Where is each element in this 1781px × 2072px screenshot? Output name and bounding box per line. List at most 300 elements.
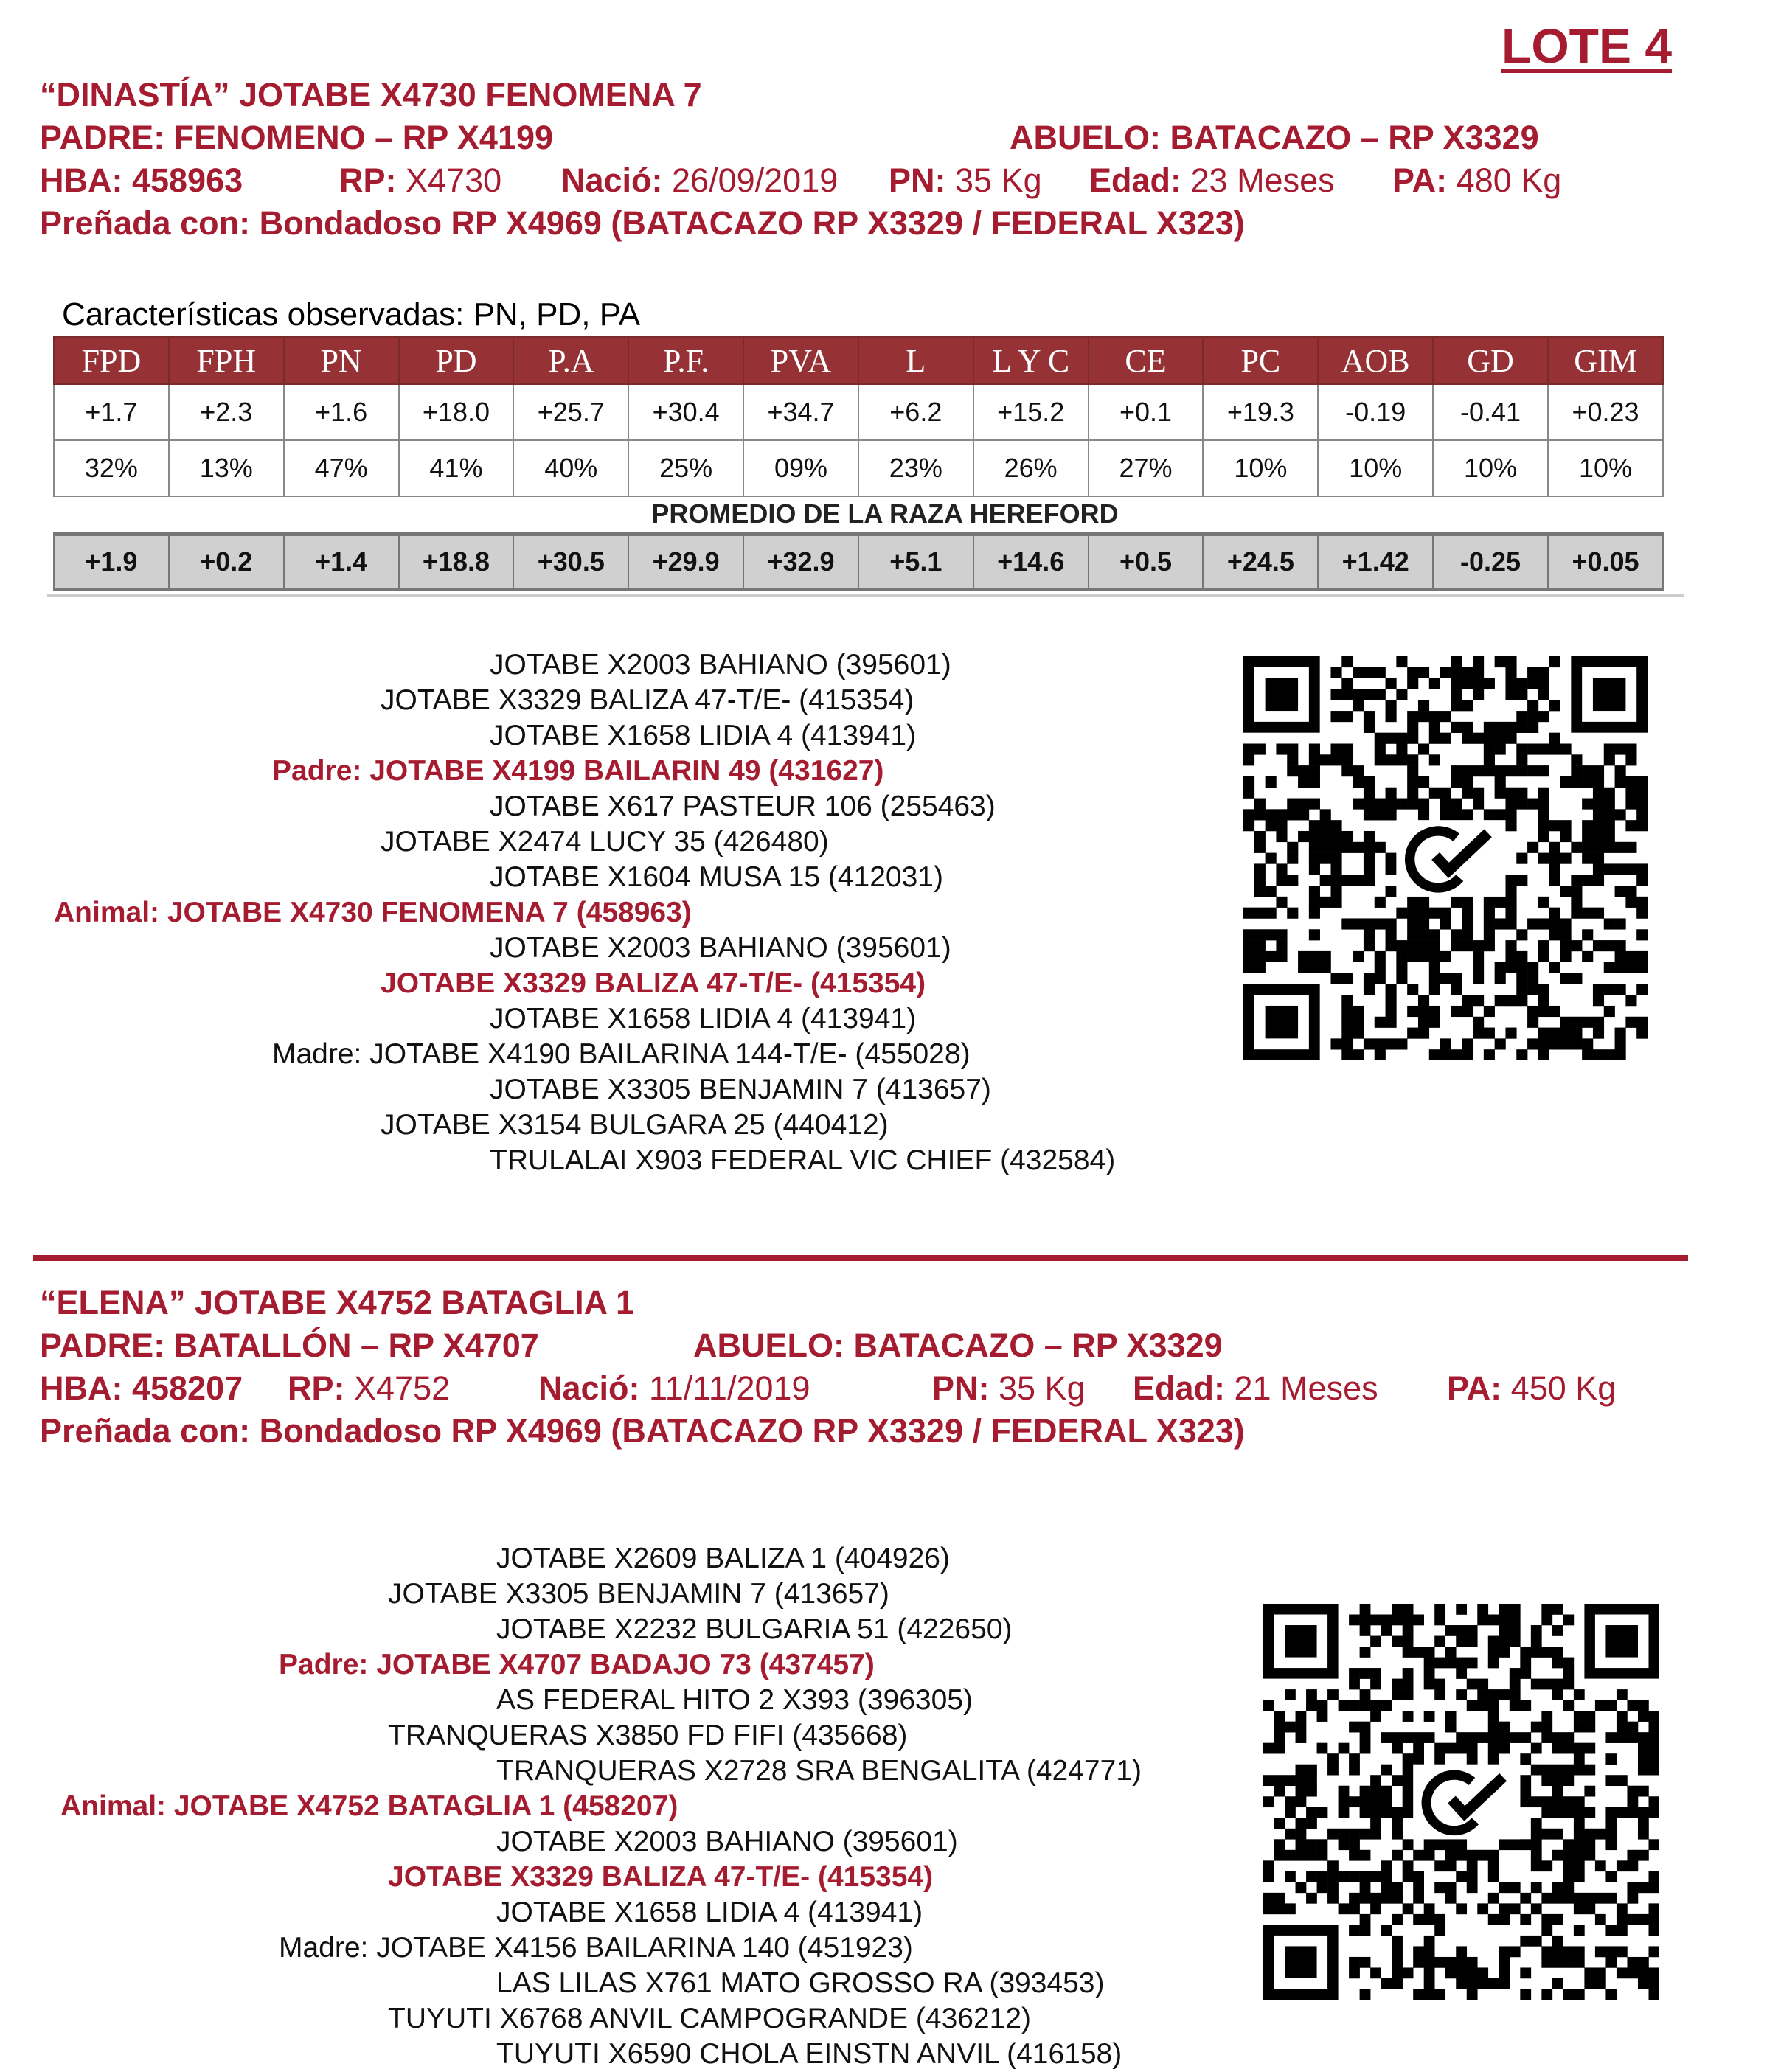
qr-module — [1434, 1882, 1445, 1893]
qr-module — [1527, 1038, 1538, 1049]
qr-module — [1582, 1017, 1593, 1028]
qr-module — [1327, 1753, 1339, 1765]
qr-module — [1467, 1850, 1478, 1861]
qr-module — [1563, 1775, 1574, 1786]
qr-module — [1484, 929, 1495, 940]
edad-value: 21 Meses — [1225, 1369, 1378, 1407]
qr-module — [1605, 1871, 1617, 1882]
qr-module — [1276, 929, 1287, 940]
qr-module — [1552, 1850, 1563, 1861]
qr-module — [1285, 1775, 1296, 1786]
qr-module — [1306, 1765, 1317, 1776]
qr-module — [1604, 809, 1615, 820]
qr-module — [1604, 863, 1615, 875]
qr-module — [1604, 743, 1615, 754]
qr-module — [1582, 776, 1593, 788]
qr-module — [1274, 1732, 1285, 1743]
qr-module — [1370, 1668, 1381, 1679]
qr-module — [1473, 689, 1484, 700]
breed-average-cell: +32.9 — [743, 535, 858, 590]
qr-module — [1510, 1668, 1521, 1679]
qr-module — [1309, 897, 1320, 908]
qr-module — [1403, 1839, 1414, 1850]
qr-module — [1381, 1786, 1392, 1797]
qr-module — [1327, 1893, 1339, 1904]
qr-module — [1552, 1914, 1563, 1925]
qr-module — [1584, 1839, 1595, 1850]
qr-module — [1434, 1753, 1445, 1765]
qr-module — [1451, 973, 1462, 984]
qr-code[interactable] — [1243, 656, 1648, 1060]
qr-module — [1407, 1028, 1418, 1039]
qr-module — [1341, 678, 1353, 689]
qr-module — [1636, 897, 1648, 908]
qr-module — [1418, 711, 1429, 722]
qr-module — [1636, 799, 1648, 810]
qr-module — [1467, 1636, 1478, 1647]
qr-module — [1274, 1839, 1285, 1850]
qr-module — [1477, 1615, 1488, 1626]
pedigree-entry: Madre: JOTABE X4156 BAILARINA 140 (451923) — [279, 1932, 913, 1964]
qr-module — [1330, 863, 1341, 875]
qr-module — [1531, 1625, 1542, 1636]
qr-module — [1627, 1893, 1638, 1904]
qr-module — [1370, 1893, 1381, 1904]
qr-module — [1538, 897, 1549, 908]
qr-module — [1617, 1946, 1628, 1957]
qr-module — [1364, 799, 1375, 810]
qr-module — [1520, 1839, 1531, 1850]
qr-module — [1574, 1796, 1585, 1807]
qr-module — [1499, 1946, 1510, 1957]
qr-module — [1510, 1839, 1521, 1850]
qr-module — [1520, 1796, 1531, 1807]
epd-header-cell: L Y C — [973, 337, 1089, 384]
qr-module — [1615, 842, 1626, 853]
qr-module — [1593, 984, 1604, 995]
qr-module — [1274, 1775, 1285, 1786]
qr-module — [1505, 733, 1516, 744]
qr-module — [1440, 809, 1451, 820]
qr-module — [1424, 1668, 1435, 1679]
qr-module — [1636, 776, 1648, 788]
qr-module — [1364, 689, 1375, 700]
qr-module — [1418, 776, 1429, 788]
qr-module — [1538, 1028, 1549, 1039]
qr-module — [1407, 951, 1418, 962]
qr-module — [1582, 951, 1593, 962]
qr-module — [1339, 1786, 1350, 1797]
qr-module — [1456, 1668, 1467, 1679]
qr-module — [1636, 863, 1648, 875]
qr-module — [1484, 1006, 1495, 1017]
qr-module — [1484, 743, 1495, 754]
qr-module — [1407, 722, 1418, 733]
qr-module — [1296, 1818, 1307, 1829]
qr-module — [1306, 1786, 1317, 1797]
qr-module — [1516, 743, 1527, 754]
pedigree-entry: JOTABE X3305 BENJAMIN 7 (413657) — [388, 1578, 889, 1610]
qr-module — [1413, 1732, 1424, 1743]
qr-module — [1451, 897, 1462, 908]
qr-module — [1505, 799, 1516, 810]
pedigree-entry: TUYUTI X6768 ANVIL CAMPOGRANDE (436212) — [388, 2003, 1032, 2034]
qr-module — [1330, 897, 1341, 908]
qr-module — [1392, 1615, 1403, 1626]
qr-module — [1263, 1860, 1274, 1871]
qr-module — [1407, 776, 1418, 788]
qr-module — [1263, 1871, 1274, 1882]
qr-module — [1615, 984, 1626, 995]
qr-module — [1473, 1017, 1484, 1028]
qr-module — [1381, 1807, 1392, 1818]
qr-module — [1527, 722, 1538, 733]
qr-module — [1462, 929, 1473, 940]
qr-module — [1552, 1689, 1563, 1700]
qr-module — [1296, 1882, 1307, 1893]
qr-module — [1456, 1604, 1467, 1615]
qr-module — [1531, 1636, 1542, 1647]
qr-module — [1520, 1647, 1531, 1658]
qr-module — [1360, 1989, 1371, 2000]
qr-module — [1488, 1636, 1499, 1647]
qr-module — [1574, 1850, 1585, 1861]
qr-module — [1309, 743, 1320, 754]
qr-module — [1276, 940, 1287, 951]
qr-module — [1309, 853, 1320, 864]
qr-module — [1287, 809, 1298, 820]
pedigree-entry: Padre: JOTABE X4199 BAILARIN 49 (431627) — [272, 755, 884, 787]
qr-module — [1582, 842, 1593, 853]
qr-module — [1456, 1967, 1467, 1978]
qr-module — [1593, 863, 1604, 875]
qr-module — [1375, 973, 1386, 984]
qr-module — [1499, 1978, 1510, 1989]
breed-average-cell: +1.9 — [54, 535, 169, 590]
qr-module — [1349, 1722, 1360, 1733]
qr-module — [1424, 1679, 1435, 1690]
qr-module — [1456, 1839, 1467, 1850]
qr-module — [1285, 1722, 1296, 1733]
qr-module — [1538, 951, 1549, 962]
qr-module — [1396, 656, 1407, 667]
qr-module — [1462, 940, 1473, 951]
qr-module — [1488, 1658, 1499, 1669]
qr-module — [1605, 1957, 1617, 1968]
qr-module — [1353, 765, 1364, 776]
qr-module — [1615, 940, 1626, 951]
qr-module — [1266, 809, 1277, 820]
qr-module — [1638, 1882, 1649, 1893]
qr-module — [1353, 689, 1364, 700]
qr-module — [1386, 733, 1397, 744]
qr-module — [1516, 853, 1527, 864]
qr-module — [1349, 1839, 1360, 1850]
qr-module — [1541, 1893, 1552, 1904]
qr-module — [1574, 1860, 1585, 1871]
qr-module — [1396, 733, 1407, 744]
qr-module — [1309, 908, 1320, 919]
qr-module — [1413, 1957, 1424, 1968]
qr-module — [1429, 984, 1440, 995]
qr-module — [1495, 973, 1506, 984]
qr-module — [1407, 940, 1418, 951]
qr-module — [1488, 1871, 1499, 1882]
qr-module — [1638, 1786, 1649, 1797]
qr-module — [1266, 853, 1277, 864]
qr-module — [1625, 842, 1636, 853]
nacio-field — [538, 1369, 810, 1408]
qr-module — [1615, 886, 1626, 897]
pa-value: 450 Kg — [1501, 1369, 1617, 1407]
qr-module — [1381, 1893, 1392, 1904]
qr-module — [1617, 1914, 1628, 1925]
qr-module — [1403, 1711, 1414, 1722]
qr-finder-pattern — [1266, 678, 1298, 711]
breed-average-cell: -0.25 — [1433, 535, 1548, 590]
qr-module — [1516, 678, 1527, 689]
qr-module — [1627, 1700, 1638, 1711]
qr-module — [1360, 1925, 1371, 1936]
qr-module — [1274, 1903, 1285, 1914]
qr-module — [1467, 1882, 1478, 1893]
qr-module — [1510, 1732, 1521, 1743]
qr-module — [1298, 809, 1309, 820]
qr-module — [1531, 1647, 1542, 1658]
qr-module — [1330, 886, 1341, 897]
qr-module — [1403, 1668, 1414, 1679]
qr-module — [1306, 1775, 1317, 1786]
qr-module — [1488, 1615, 1499, 1626]
qr-module — [1407, 908, 1418, 919]
qr-module — [1552, 1732, 1563, 1743]
qr-module — [1574, 1689, 1585, 1700]
qr-module — [1403, 1860, 1414, 1871]
qr-module — [1413, 1753, 1424, 1765]
qr-module — [1392, 1946, 1403, 1957]
qr-module — [1538, 984, 1549, 995]
qr-module — [1477, 1967, 1488, 1978]
qr-module — [1627, 1796, 1638, 1807]
qr-module — [1538, 820, 1549, 831]
qr-module — [1386, 918, 1397, 929]
qr-module — [1418, 809, 1429, 820]
qr-module — [1467, 1743, 1478, 1754]
qr-module — [1462, 788, 1473, 799]
qr-module — [1418, 700, 1429, 711]
qr-module — [1584, 1807, 1595, 1818]
qr-module — [1505, 995, 1516, 1006]
pedigree-entry: LAS LILAS X761 MATO GROSSO RA (393453) — [496, 1967, 1105, 1999]
breed-average-label: PROMEDIO DE LA RAZA HEREFORD — [651, 498, 1119, 529]
qr-module — [1370, 1818, 1381, 1829]
breed-average-cell: +24.5 — [1203, 535, 1318, 590]
qr-module — [1584, 1893, 1595, 1904]
qr-module — [1451, 1049, 1462, 1060]
qr-module — [1541, 1775, 1552, 1786]
qr-module — [1243, 754, 1254, 765]
qr-module — [1563, 1860, 1574, 1871]
qr-module — [1327, 1882, 1339, 1893]
qr-module — [1353, 1049, 1364, 1060]
qr-module — [1445, 1647, 1457, 1658]
qr-module — [1364, 711, 1375, 722]
qr-module — [1636, 875, 1648, 886]
qr-module — [1615, 962, 1626, 973]
qr-module — [1584, 1829, 1595, 1840]
qr-module — [1563, 1796, 1574, 1807]
qr-module — [1440, 733, 1451, 744]
rp-label: RP: — [339, 161, 397, 199]
qr-module — [1617, 1860, 1628, 1871]
qr-module — [1625, 995, 1636, 1006]
qr-module — [1306, 1893, 1317, 1904]
qr-module — [1520, 1732, 1531, 1743]
qr-module — [1349, 1829, 1360, 1840]
qr-module — [1386, 678, 1397, 689]
qr-module — [1386, 863, 1397, 875]
qr-module — [1330, 1038, 1341, 1049]
qr-module — [1434, 1989, 1445, 2000]
qr-module — [1505, 722, 1516, 733]
breed-average-cell: +5.1 — [858, 535, 973, 590]
qr-module — [1495, 788, 1506, 799]
qr-module — [1392, 1679, 1403, 1690]
qr-module — [1595, 1893, 1606, 1904]
pedigree-entry: JOTABE X617 PASTEUR 106 (255463) — [490, 790, 996, 822]
qr-module — [1462, 1049, 1473, 1060]
qr-module — [1424, 1850, 1435, 1861]
qr-module — [1276, 820, 1287, 831]
qr-module — [1287, 875, 1298, 886]
qr-module — [1254, 929, 1266, 940]
qr-module — [1563, 1668, 1574, 1679]
pn-label: PN: — [932, 1369, 990, 1407]
qr-module — [1636, 929, 1648, 940]
qr-module — [1484, 897, 1495, 908]
qr-module — [1407, 788, 1418, 799]
qr-module — [1636, 788, 1648, 799]
hba-number: HBA: 458963 — [40, 161, 243, 199]
qr-module — [1418, 995, 1429, 1006]
qr-module — [1413, 1743, 1424, 1754]
qr-module — [1488, 1700, 1499, 1711]
qr-module — [1434, 1925, 1445, 1936]
qr-module — [1396, 973, 1407, 984]
qr-module — [1353, 1017, 1364, 1028]
qr-module — [1424, 1903, 1435, 1914]
qr-module — [1605, 1807, 1617, 1818]
breed-average-cell: +30.5 — [513, 535, 628, 590]
qr-module — [1306, 1839, 1317, 1850]
qr-module — [1574, 1765, 1585, 1776]
epd-value-cell: +18.0 — [399, 384, 514, 440]
epd-header-cell: GD — [1433, 337, 1548, 384]
qr-module — [1477, 1903, 1488, 1914]
qr-module — [1520, 1753, 1531, 1765]
qr-module — [1549, 743, 1560, 754]
qr-module — [1477, 1978, 1488, 1989]
qr-module — [1560, 1017, 1572, 1028]
qr-module — [1473, 799, 1484, 810]
qr-module — [1386, 853, 1397, 864]
qr-module — [1505, 962, 1516, 973]
qr-module — [1353, 842, 1364, 853]
qr-module — [1403, 1604, 1414, 1615]
qr-module — [1615, 743, 1626, 754]
qr-module — [1505, 667, 1516, 678]
pregnancy-info: Preñada con: Bondadoso RP X4969 (BATACAZO RP X3329 / FEDERAL X323) — [40, 1412, 1245, 1450]
qr-code[interactable] — [1263, 1604, 1659, 2000]
qr-module — [1266, 776, 1277, 788]
qr-module — [1360, 1807, 1371, 1818]
qr-module — [1488, 1753, 1499, 1765]
qr-module — [1386, 809, 1397, 820]
qr-module — [1495, 809, 1506, 820]
qr-module — [1473, 733, 1484, 744]
epd-precision-cell: 26% — [973, 440, 1089, 496]
qr-module — [1510, 1625, 1521, 1636]
qr-module — [1467, 1679, 1478, 1690]
qr-module — [1451, 1006, 1462, 1017]
qr-module — [1320, 962, 1331, 973]
qr-module — [1520, 1967, 1531, 1978]
qr-finder-pattern — [1285, 1625, 1317, 1658]
qr-module — [1434, 1615, 1445, 1626]
qr-module — [1243, 809, 1254, 820]
qr-module — [1364, 875, 1375, 886]
qr-module — [1287, 743, 1298, 754]
qr-module — [1456, 1978, 1467, 1989]
qr-module — [1353, 951, 1364, 962]
qr-module — [1638, 1829, 1649, 1840]
qr-finder-pattern — [1266, 1006, 1298, 1038]
qr-module — [1560, 853, 1572, 864]
qr-module — [1499, 1615, 1510, 1626]
qr-module — [1375, 733, 1386, 744]
qr-module — [1445, 1658, 1457, 1669]
qr-module — [1538, 853, 1549, 864]
qr-module — [1538, 765, 1549, 776]
qr-module — [1499, 1967, 1510, 1978]
epd-precision-cell: 47% — [284, 440, 399, 496]
qr-module — [1298, 962, 1309, 973]
qr-module — [1418, 667, 1429, 678]
qr-module — [1306, 1850, 1317, 1861]
pedigree-entry: TUYUTI X6590 CHOLA EINSTN ANVIL (416158) — [496, 2038, 1122, 2070]
qr-module — [1538, 799, 1549, 810]
qr-module — [1243, 908, 1254, 919]
qr-module — [1510, 1615, 1521, 1626]
qr-module — [1499, 1839, 1510, 1850]
qr-module — [1381, 1625, 1392, 1636]
qr-module — [1541, 1711, 1552, 1722]
qr-module — [1364, 788, 1375, 799]
qr-module — [1636, 908, 1648, 919]
qr-module — [1541, 1732, 1552, 1743]
qr-module — [1285, 1796, 1296, 1807]
qr-module — [1276, 809, 1287, 820]
qr-module — [1309, 842, 1320, 853]
breed-average-cell: +0.05 — [1548, 535, 1663, 590]
qr-module — [1617, 1925, 1628, 1936]
epd-header-cell: P.A — [513, 337, 628, 384]
qr-module — [1516, 962, 1527, 973]
qr-module — [1625, 754, 1636, 765]
qr-module — [1510, 1679, 1521, 1690]
qr-module — [1488, 1978, 1499, 1989]
qr-module — [1424, 1989, 1435, 2000]
